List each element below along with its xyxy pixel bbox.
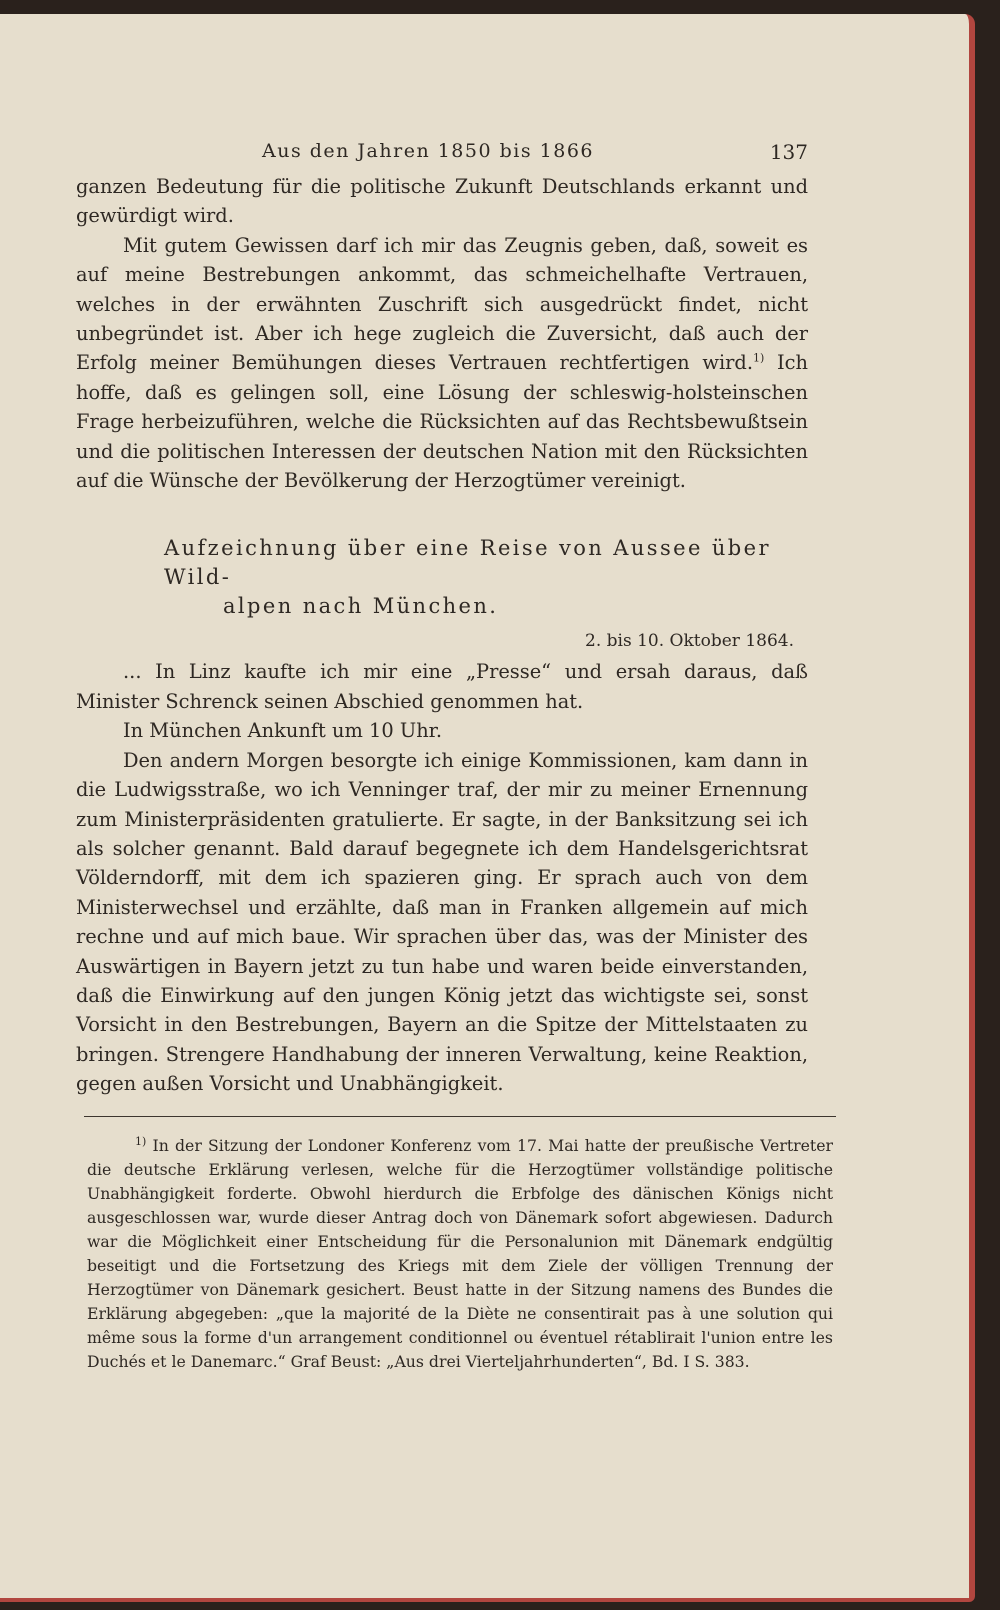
paragraph: ... In Linz kaufte ich mir eine „Presse“ und ersah daraus, daß Minister Schrenck seinen Abschied genommen hat.: [76, 660, 808, 713]
section-heading: [164, 534, 804, 621]
running-head-title: Aus den Jahren 1850 bis 1866: [262, 140, 594, 162]
footnote-text: In der Sitzung der Londoner Konferenz vom 17. Mai hatte der preußische Vertreter die deutsche Erklärung verlesen, welche für die Herzogtümer vollständige politische Unabhängigkeit forderte. Obwohl hierdurch die Erbfolge des dänischen Königs nicht ausgeschlossen war, wurde dieser Antrag doch von Dänemark sofort abgewiesen. Dadurch war die Möglichkeit einer Entscheidung für die Personalunion mit Dänemark endgültig beseitigt und die Fortsetzung des Kriegs mit dem Ziele der völligen Trennung der Herzogtümer von Dänemark gesichert. Beust hatte in der Sitzung namens des Bundes die Erklärung abgegeben:: [87, 1136, 833, 1323]
book-page: [0, 14, 975, 1602]
footnote-mark: 1): [135, 1134, 147, 1148]
section-date: 2. bis 10. Oktober 1864.: [585, 631, 794, 652]
paragraph-text: Mit gutem Gewissen darf ich mir das Zeugnis geben, daß, soweit es auf meine Bestrebungen ankommt, das schmeichelhafte Vertrauen, welches in der erwähnten Zuschrift sich ausgedrückt findet, nicht unbegründet ist. Aber ich hege zugleich die Zuversicht, daß auch der Erfolg meiner Bemühungen dieses Vertrauen rechtfertigen wird.: [76, 233, 808, 375]
main-text: [76, 172, 808, 1099]
footnote-source: Graf Beust: „Aus drei Vierteljahrhunderten“, Bd. I S. 383.: [290, 1352, 750, 1371]
paragraph: ganzen Bedeutung für die politische Zukunft Deutschlands erkannt und gewürdigt wird.: [76, 175, 808, 228]
footnote-quote-french: „que la majorité de la Diète ne consentirait pas à une solution qui même sous la forme d'un arrangement conditionnel ou éventuel rétablirait l'union entre les Duchés et le Danemarc.“: [87, 1304, 833, 1371]
paragraph: Den andern Morgen besorgte ich einige Kommissionen, kam dann in die Ludwigsstraße, wo ich Venninger traf, der mir zu meiner Ernennung zum Ministerpräsidenten gratulierte. Er sagte, in der Banksitzung sei ich als solcher genannt. Bald darauf begegnete ich dem Handelsgerichtsrat Völderndorff, mit dem ich spazieren ging. Er sprach auch von dem Ministerwechsel und erzählte, daß man in Franken allgemein auf mich rechne und auf mich baue. Wir sprachen über das, was der Minister des Auswärtigen in Bayern jetzt zu tun habe und waren beide einverstanden, daß die Einwirkung auf den jungen König jetzt das wichtigste sei, sonst Vorsicht in den Bestrebungen, Bayern an die Spitze der Mittelstaaten zu bringen. Strengere Handhabung der inneren Verwaltung, keine Reaktion, gegen außen Vorsicht und Unabhängigkeit.: [76, 748, 808, 1096]
footnote-paragraph: [87, 1134, 833, 1374]
page-content: [76, 132, 808, 1099]
paragraph-text: Ich hoffe, daß es gelingen soll, eine Lösung der schleswig-holsteinschen Frage herbeizuführen, welche die Rücksichten auf das Rechtsbewußtsein und die politischen Interessen der deutschen Nation mit den Rücksichten auf die Wünsche der Bevölkerung der Herzogtümer vereinigt.: [76, 351, 808, 493]
running-head: [76, 132, 808, 172]
footnote: [87, 1134, 833, 1374]
section-heading-line: Aufzeichnung über eine Reise von Aussee über Wild-: [164, 536, 771, 590]
footnote-reference: 1): [753, 351, 765, 365]
paragraph: In München Ankunft um 10 Uhr.: [123, 719, 442, 743]
page-number: 137: [769, 140, 808, 164]
paragraph: [76, 231, 808, 496]
section-heading-line: alpen nach München.: [223, 594, 499, 619]
footnote-divider: [84, 1116, 836, 1117]
